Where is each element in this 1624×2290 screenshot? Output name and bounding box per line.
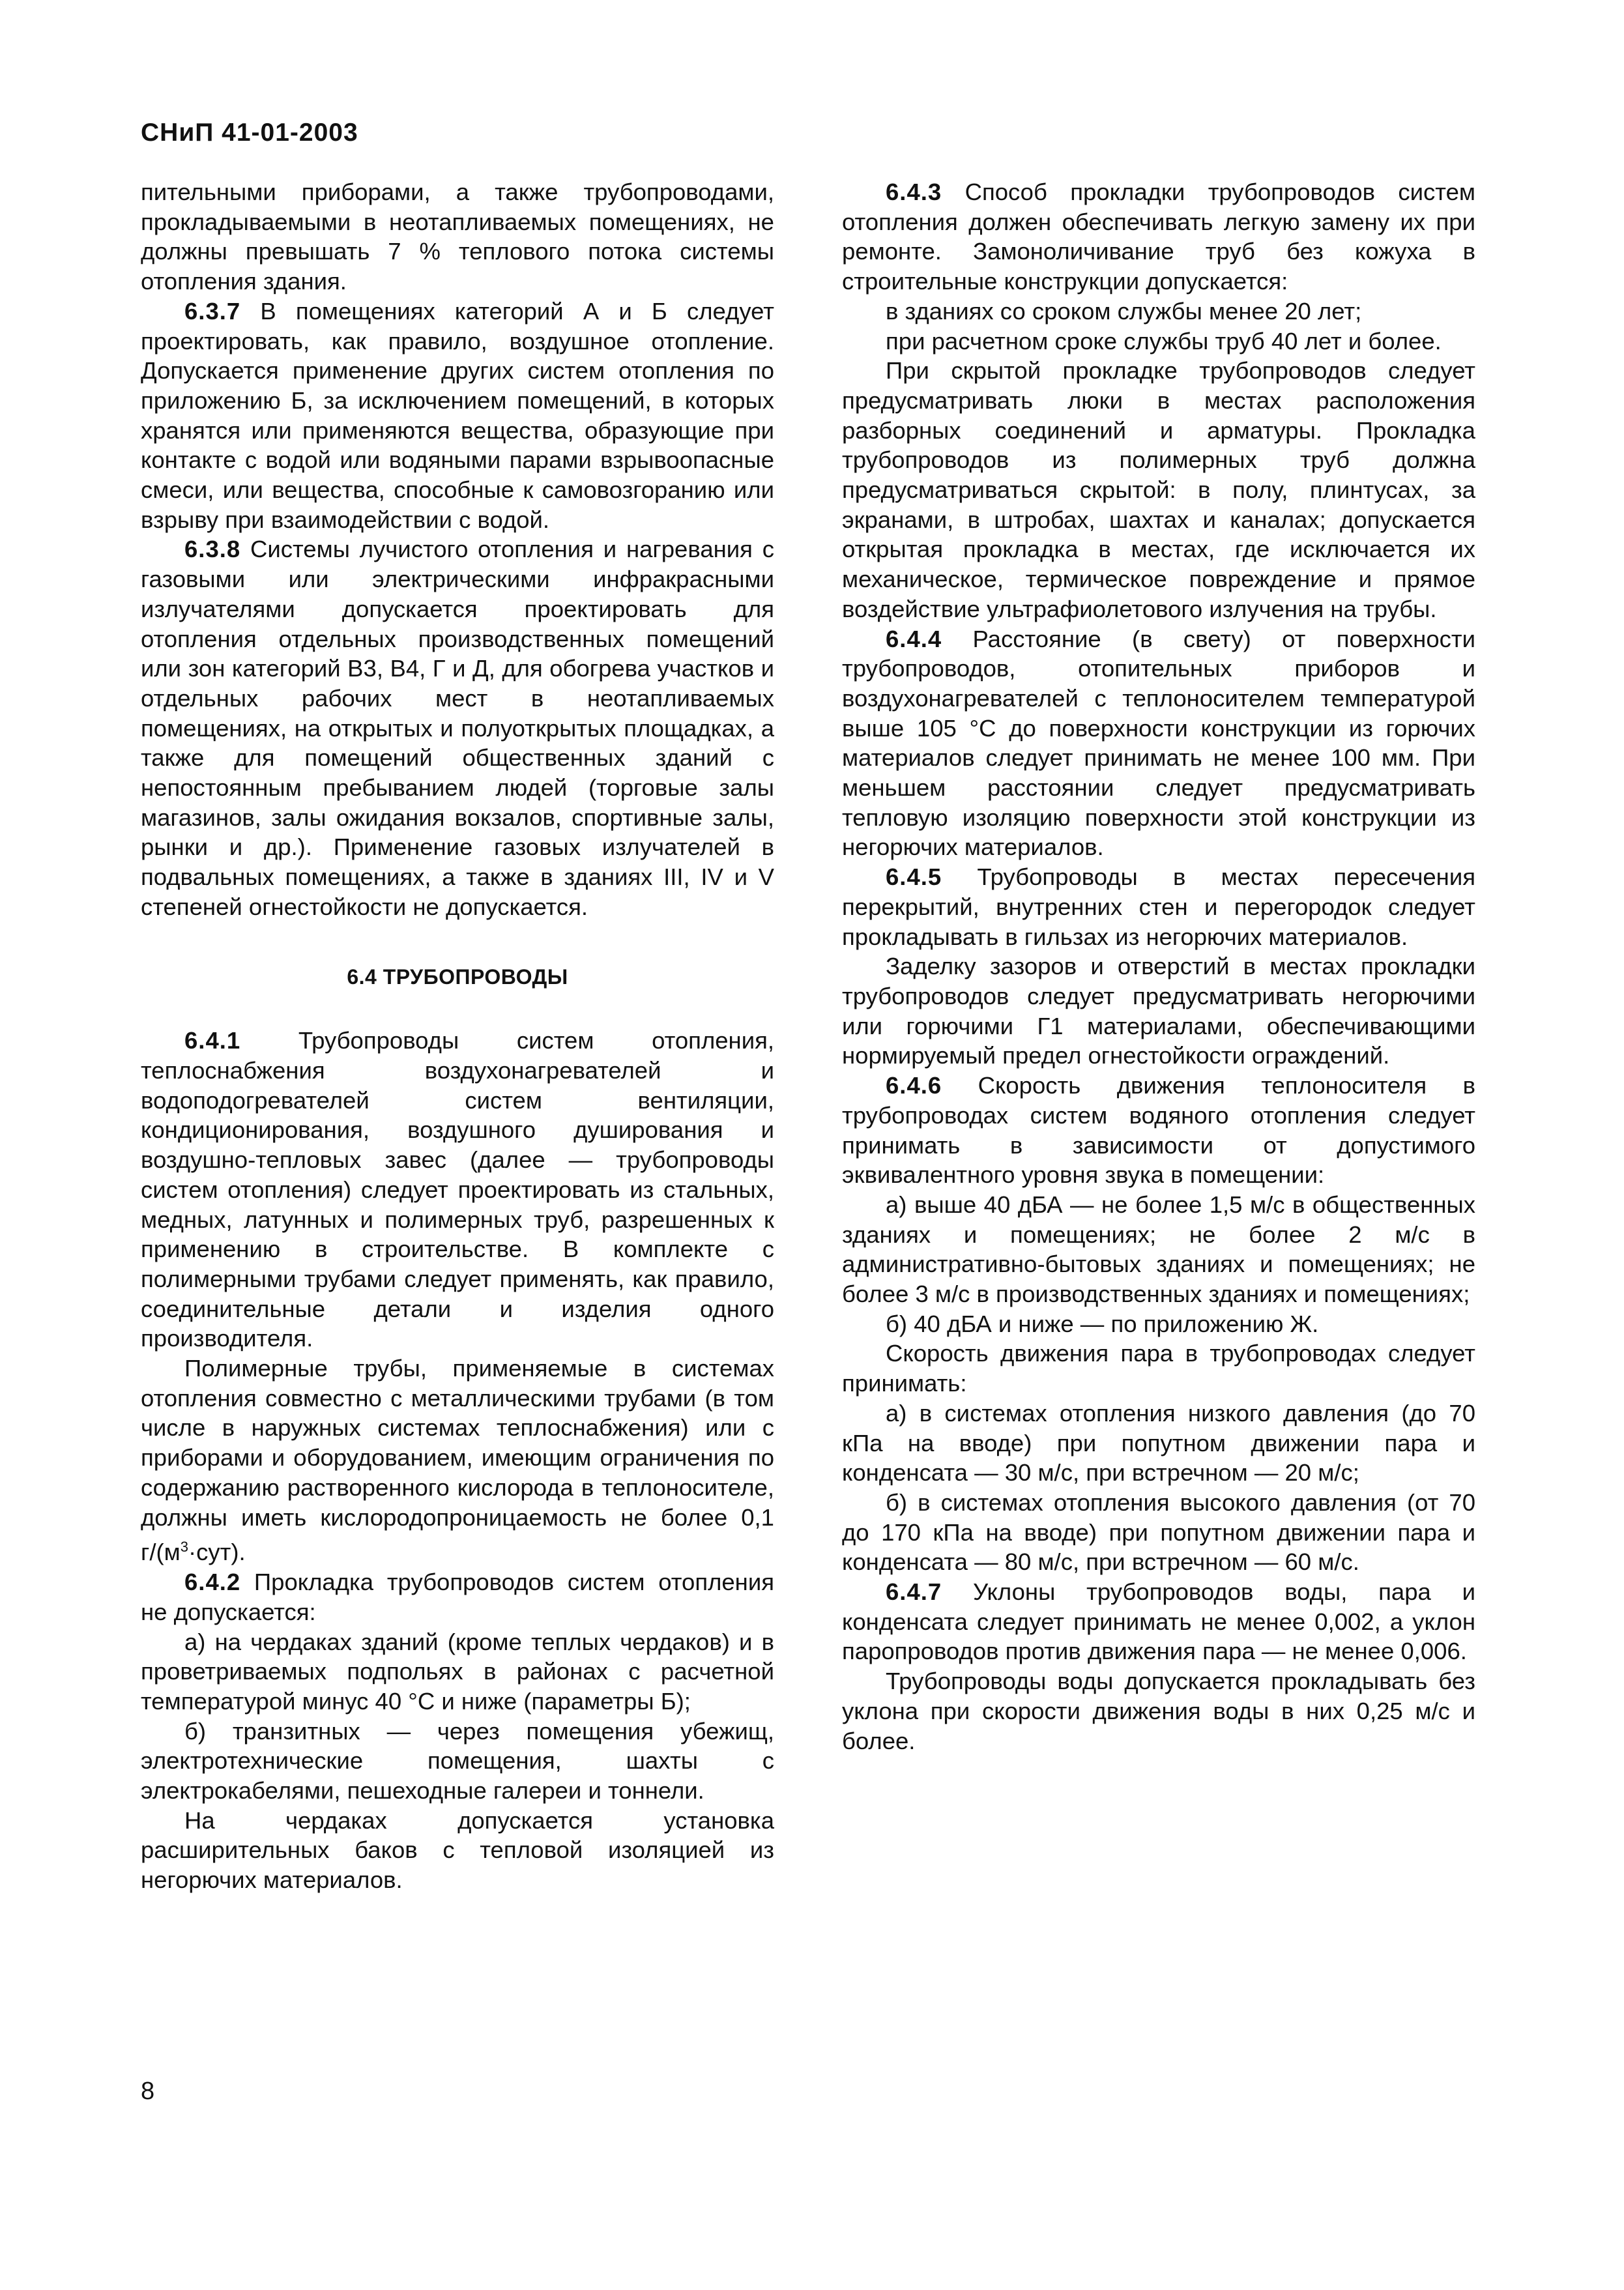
clause-6-4-4 (842, 624, 1475, 863)
paragraph-water-pipes: Трубопроводы воды допускается прокладывать без уклона при скорости движения воды в них 0,25 м/с и более. (842, 1668, 1475, 1754)
superscript-3: 3 (180, 1539, 188, 1556)
clause-number: 6.4.5 (886, 863, 942, 891)
clause-6-4-3 (842, 177, 1475, 297)
clause-number: 6.4.1 (184, 1027, 241, 1054)
clause-6-4-1 (141, 1026, 774, 1354)
clause-text: Способ прокладки трубопроводов систем отопления должен обеспечивать легкую замену их при ремонте. Замоноличивание труб без кожуха в строительные конструкции допускается: (842, 179, 1475, 295)
page-number: 8 (141, 2078, 155, 2105)
paragraph-attics: На чердаках допускается установка расширительных баков с тепловой изоляцией из негорючих материалов. (141, 1806, 774, 1894)
list-item-a: а) выше 40 дБА — не более 1,5 м/с в общественных зданиях и помещениях; не более 2 м/с в административно-бытовых зданиях и помещениях; не более 3 м/с в производственных зданиях и помещениях; (842, 1191, 1475, 1308)
clause-number: 6.3.8 (184, 536, 241, 563)
clause-6-4-6 (842, 1071, 1475, 1190)
list-item-b: б) транзитных — через помещения убежищ, электротехнические помещения, шахты с электрокабелями, пешеходные галереи и тоннели. (141, 1717, 774, 1804)
clause-number: 6.4.4 (886, 625, 942, 652)
paragraph-hidden-laying: При скрытой прокладке трубопроводов следует предусматривать люки в местах расположения разборных соединений и арматуры. Прокладка трубопроводов из полимерных труб должна предусматриваться скрытой: в полу, плинтусах, за экранами, в штробах, шахтах и каналах; допускается открытая прокладка в местах, где исключается их механическое, термическое повреждение и прямое воздействие ультрафиолетового излучения на трубы. (842, 357, 1475, 622)
paragraph-continuation: пительными приборами, а также трубопроводами, прокладываемыми в неотапливаемых помещениях, не должны превышать 7 % теплового потока системы отопления здания. (141, 179, 774, 295)
clause-number: 6.3.7 (184, 297, 241, 325)
list-item: в зданиях со сроком службы менее 20 лет; (886, 297, 1362, 325)
clause-6-4-2 (141, 1567, 774, 1627)
list-item-a: а) в системах отопления низкого давления (до 70 кПа на вводе) при попутном движении пара и конденсата — 30 м/с, при встречном — 20 м/с; (842, 1399, 1475, 1486)
left-text-column (141, 177, 774, 1895)
paragraph-steam-speed: Скорость движения пара в трубопроводах следует принимать: (842, 1340, 1475, 1397)
clause-text: В помещениях категорий А и Б следует проектировать, как правило, воздушное отопление. Допускается применение других систем отопления по приложению Б, за исключением помещений, в которых хранятся или применяются вещества, образующие при контакте с водой или водяными парами взрывоопасные смеси, или вещества, способные к самовозгоранию или взрыву при взаимодействии с водой. (141, 297, 774, 533)
clause-text: Прокладка трубопроводов систем отопления не допускается: (141, 1569, 774, 1625)
list-item-a: а) на чердаках зданий (кроме теплых чердаков) и в проветриваемых подпольях в районах с расчетной температурой минус 40 °С и ниже (параметры Б); (141, 1628, 774, 1715)
paragraph-gaps: Заделку зазоров и отверстий в местах прокладки трубопроводов следует предусматривать негорючими или горючими Г1 материалами, обеспечивающими нормируемый предел огнестойкости ограждений. (842, 953, 1475, 1069)
clause-number: 6.4.7 (886, 1578, 942, 1606)
clause-number: 6.4.2 (184, 1569, 241, 1596)
clause-text: Трубопроводы систем отопления, теплоснабжения воздухонагревателей и водоподогревателей систем вентиляции, кондиционирования, воздушного душирования и воздушно-тепловых завес (далее — трубопроводы систем отопления) следует проектировать из стальных, медных, латунных и полимерных труб, разрешенных к применению в строительстве. В комплекте с полимерными трубами следует применять, как правило, соединительные детали и изделия одного производителя. (141, 1027, 774, 1352)
clause-6-4-5 (842, 862, 1475, 951)
clause-6-4-7 (842, 1577, 1475, 1666)
clause-number: 6.4.6 (886, 1072, 942, 1099)
clause-text: Скорость движения теплоносителя в трубопроводах систем водяного отопления следует принимать в зависимости от допустимого эквивалентного уровня звука в помещении: (842, 1072, 1475, 1189)
clause-6-3-7 (141, 297, 774, 535)
section-heading: 6.4 ТРУБОПРОВОДЫ (347, 964, 568, 989)
clause-text: Системы лучистого отопления и нагревания с газовыми или электрическими инфракрасными излучателями допускается проектировать для отопления отдельных производственных помещений или зон категорий В3, В4, Г и Д, для обогрева участков и отдельных рабочих мест в неотапливаемых помещениях, на открытых и полуоткрытых площадках, а также для помещений общественных зданий с непостоянным пребыванием людей (торговые залы магазинов, залы ожидания вокзалов, спортивные залы, рынки и др.). Применение газовых излучателей в подвальных помещениях, а также в зданиях III, IV и V степеней огнестойкости не допускается. (141, 536, 774, 920)
list-item-b: б) в системах отопления высокого давления (от 70 до 170 кПа на вводе) при попутном движении пара и конденсата — 80 м/с, при встречном — 60 м/с. (842, 1488, 1475, 1576)
clause-number: 6.4.3 (886, 179, 942, 205)
document-code-header: СНиП 41-01-2003 (141, 119, 358, 147)
clause-text: Уклоны трубопроводов воды, пара и конденсата следует принимать не менее 0,002, а уклон паропроводов против движения пара — не менее 0,006. (842, 1578, 1475, 1665)
clause-text: Расстояние (в свету) от поверхности трубопроводов, отопительных приборов и воздухонагревателей с теплоносителем температурой выше 105 °С до поверхности конструкции из горючих материалов следует принимать не менее 100 мм. При меньшем расстоянии следует предусматривать тепловую изоляцию поверхности этой конструкции из негорючих материалов. (842, 625, 1475, 861)
list-item: при расчетном сроке службы труб 40 лет и более. (886, 327, 1442, 355)
clause-6-3-8 (141, 534, 774, 921)
clause-text: Трубопроводы в местах пересечения перекрытий, внутренних стен и перегородок следует прокладывать в гильзах из негорючих материалов. (842, 863, 1475, 950)
list-item-b: б) 40 дБА и ниже — по приложению Ж. (886, 1310, 1319, 1337)
paragraph-polymer-pipes: Полимерные трубы, применяемые в системах отопления совместно с металлическими трубами (в том числе в наружных системах теплоснабжения) или с приборами и оборудованием, имеющим ограничения по содержанию растворенного кислорода в теплоносителе, должны иметь кислородопроницаемость не более 0,1 $г/(м^3\cdot сут)$. (141, 1355, 774, 1566)
right-text-column (842, 177, 1475, 1756)
